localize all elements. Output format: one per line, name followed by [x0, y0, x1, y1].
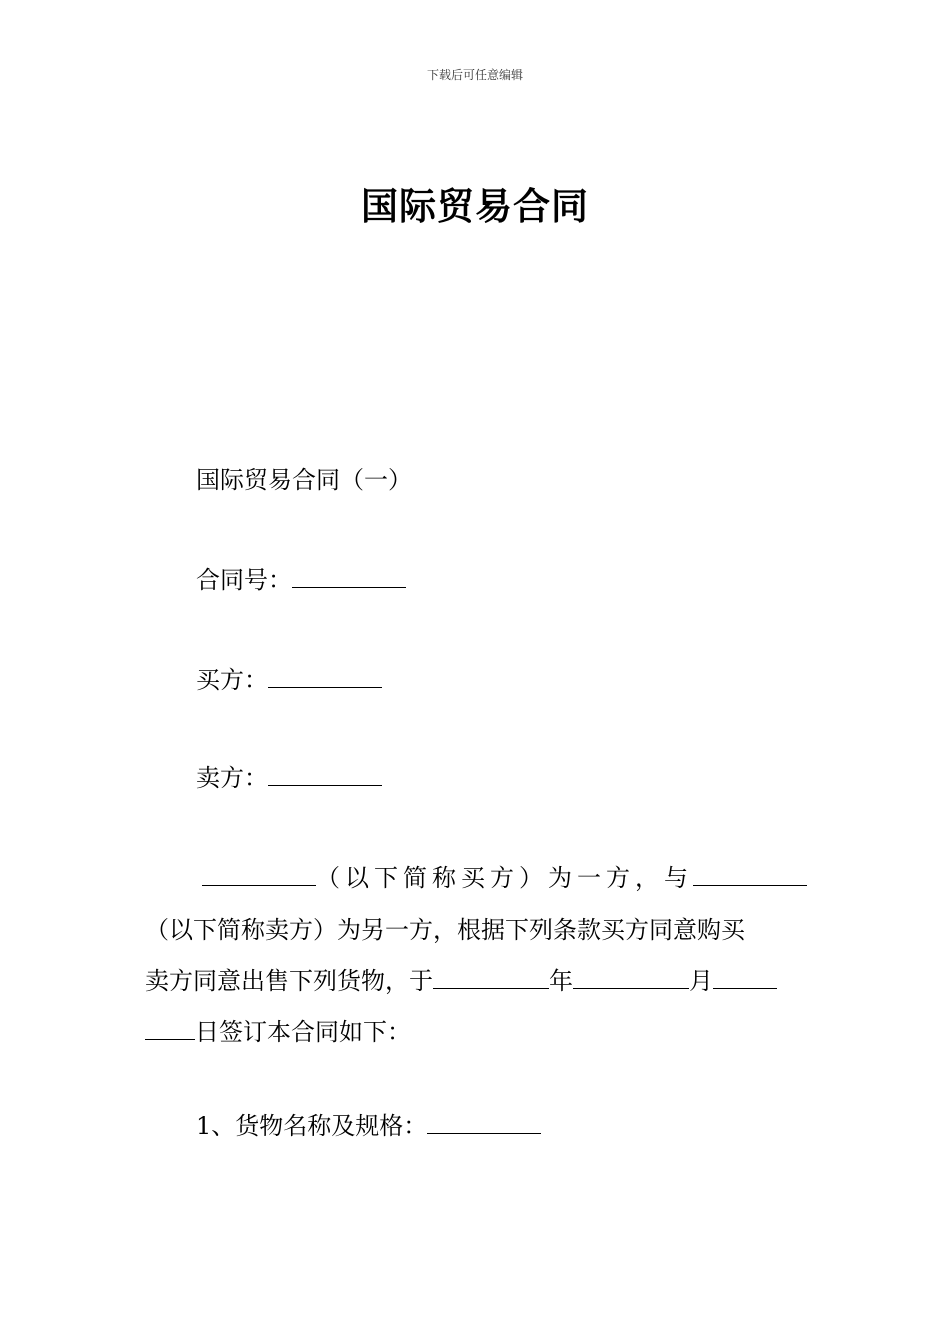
paragraph-line-3 [145, 965, 777, 997]
paragraph-line-1 [202, 862, 807, 894]
year-blank [433, 966, 549, 989]
goods-spec-blank [427, 1111, 541, 1134]
paragraph-line-4 [145, 1016, 411, 1048]
contract-subtitle: 国际贸易合同（一） [196, 466, 412, 494]
contract-number-row [196, 564, 406, 596]
clause-1-row [196, 1110, 541, 1142]
seller-name-blank [693, 863, 807, 886]
year-label: 年 [549, 967, 573, 995]
buyer-label: 买方： [196, 666, 268, 694]
paragraph-line-1-text: （以下简称买方）为一方，与 [316, 864, 693, 892]
seller-blank [268, 763, 382, 786]
paragraph-line-2: （以下简称卖方）为另一方，根据下列条款买方同意购买 [145, 916, 745, 944]
clause-1-label: 1、货物名称及规格： [196, 1112, 428, 1140]
month-label: 月 [689, 967, 713, 995]
header-note: 下载后可任意编辑 [426, 68, 523, 82]
contract-number-label: 合同号： [196, 566, 292, 594]
paragraph-line-3-text: 卖方同意出售下列货物，于 [145, 967, 433, 995]
month-blank [573, 966, 689, 989]
buyer-name-blank [202, 863, 316, 886]
seller-row [196, 762, 382, 794]
buyer-row [196, 664, 382, 696]
contract-number-blank [292, 565, 406, 588]
paragraph-line-4-text: 日签订本合同如下： [195, 1018, 411, 1046]
buyer-blank [268, 665, 382, 688]
document-title: 国际贸易合同 [361, 184, 589, 228]
day-blank-part2 [145, 1017, 195, 1040]
day-blank-part1 [713, 966, 777, 989]
seller-label: 卖方： [196, 764, 268, 792]
